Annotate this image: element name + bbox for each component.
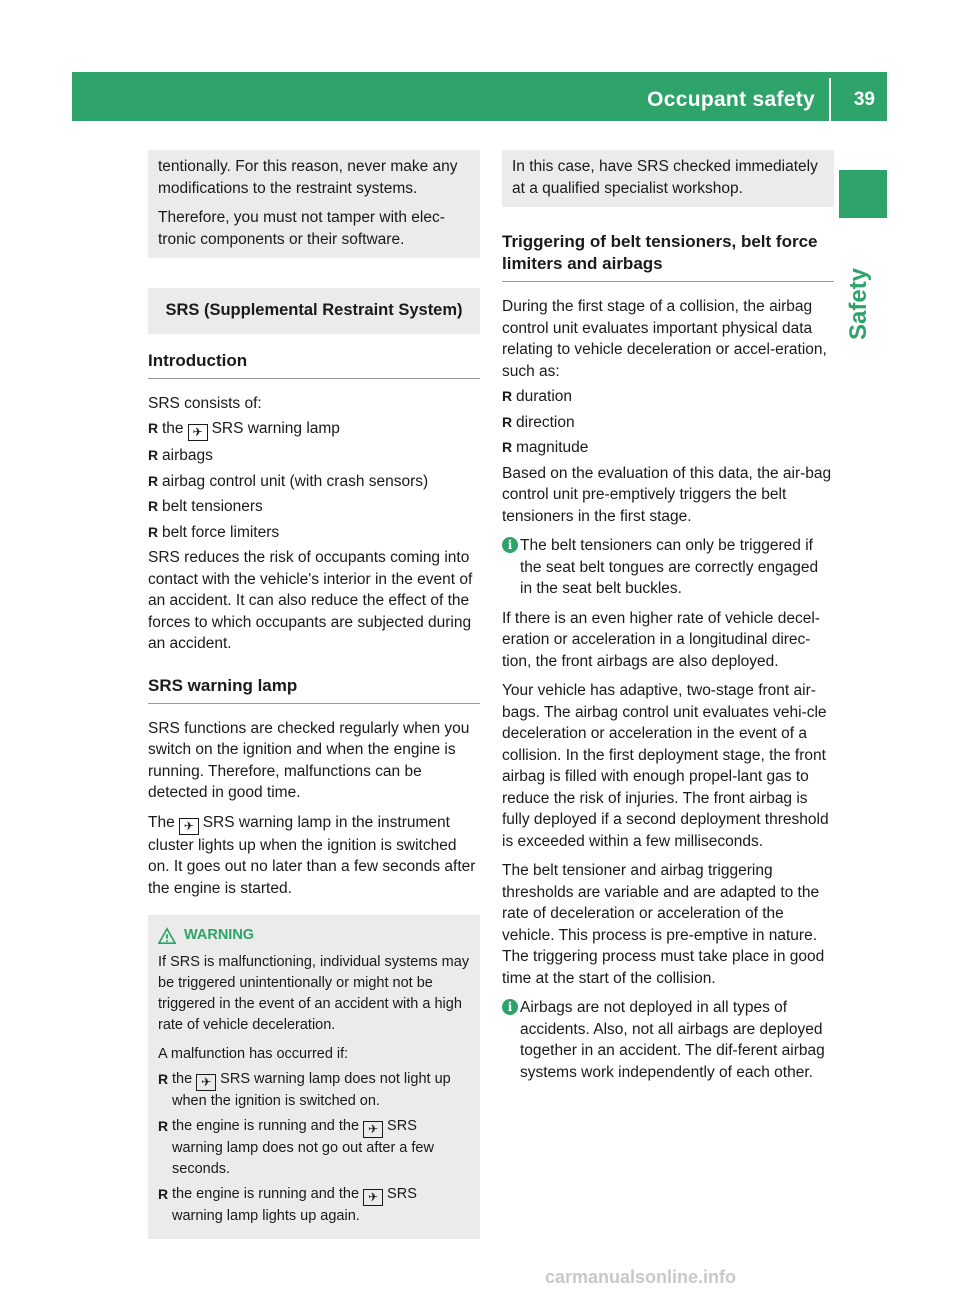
left-column: [148, 150, 480, 1239]
list-item: R airbag control unit (with crash sensors): [148, 471, 480, 493]
continued-text-box: [148, 150, 480, 258]
list-item-text: the engine is running and the: [172, 1118, 360, 1134]
triggering-paragraph-1: During the first stage of a collision, the airbag control unit evaluates important physical data relating to vehicle deceleration or accel-eration, such as:: [502, 298, 827, 380]
continued-note-box: [502, 150, 834, 207]
introduction-body: SRS reduces the risk of occupants coming into contact with the vehicle's interior in the event of an accident. It can also reduce the effect of the forces to which occupants are subjected during an accident.: [148, 549, 473, 652]
warning-paragraph-1: If SRS is malfunctioning, individual systems may be triggered unintentionally or might not be triggered in the event of an accident with a high rate of vehicle deceleration.: [158, 954, 470, 1033]
page-header: [72, 72, 887, 121]
watermark: carmanualsonline.info: [545, 1267, 737, 1287]
list-item: [158, 1069, 470, 1112]
list-item-text: the engine is running and the: [172, 1186, 360, 1202]
warning-triangle-icon: [158, 927, 176, 945]
page-number: 39: [853, 89, 875, 110]
introduction-lead: SRS consists of:: [148, 394, 262, 412]
warning-box: [148, 915, 480, 1239]
warning-paragraph-2: A malfunction has occurred if:: [158, 1046, 349, 1062]
info-note-1: [502, 535, 834, 600]
introduction-heading: Introduction: [148, 350, 480, 379]
paragraph-text: SRS warning lamp in the instrument cluster lights up when the ignition is switched on. It goes out no later than a few seconds after the engine is started.: [148, 813, 476, 897]
warning-lamp-paragraph-1: SRS functions are checked regularly when you switch on the ignition and when the engine is running. Therefore, malfunctions can be detected in good time.: [148, 719, 470, 801]
warning-lamp-paragraph-2: [148, 812, 480, 900]
list-item: R airbags: [148, 445, 480, 467]
warning-label: WARNING: [184, 927, 255, 943]
side-tab-label: Safety: [845, 267, 872, 340]
triggering-paragraph-3: If there is an even higher rate of vehicle decel-eration or acceleration in a longitudinal direc-tion, the front airbags are also deployed.: [502, 609, 820, 670]
list-item-text: the: [172, 1071, 193, 1087]
list-item: R direction: [502, 412, 834, 434]
list-item-text: SRS warning lamp does not go out after a few seconds.: [172, 1118, 434, 1177]
list-item-text: SRS warning lamp lights up again.: [172, 1186, 417, 1224]
triggering-paragraph-2: Based on the evaluation of this data, the air-bag control unit pre-emptively triggers the belt tensioners in the first stage.: [502, 464, 832, 525]
list-item: [148, 418, 480, 441]
info-icon: i: [502, 537, 518, 553]
warning-lamp-heading: SRS warning lamp: [148, 675, 480, 704]
srs-warning-lamp-icon: ✈: [196, 1074, 216, 1091]
srs-components-list: [148, 418, 480, 543]
list-item: R belt force limiters: [148, 522, 480, 544]
physical-data-list: [502, 386, 834, 459]
intro-paragraph-2: Therefore, you must not tamper with elec-tronic components or their software.: [158, 209, 445, 248]
srs-warning-lamp-icon: ✈: [363, 1189, 383, 1206]
srs-warning-lamp-icon: ✈: [179, 818, 199, 835]
warning-header: [158, 925, 470, 946]
info-note-2: [502, 997, 834, 1083]
list-item-text: SRS warning lamp: [211, 420, 340, 437]
right-column: [502, 150, 834, 1091]
info-icon: i: [502, 999, 518, 1015]
note-box-text: In this case, have SRS checked immediately at a qualified specialist workshop.: [512, 158, 818, 197]
list-item: [158, 1116, 470, 1180]
info-note-text: Airbags are not deployed in all types of accidents. Also, not all airbags are deployed together in an accident. The dif-ferent airbag systems work independently of each other.: [520, 999, 825, 1081]
list-item: R magnitude: [502, 437, 834, 459]
side-tab-marker: [839, 170, 887, 218]
paragraph-text: The: [148, 813, 175, 831]
header-separator: [829, 78, 831, 121]
list-item: [158, 1184, 470, 1227]
triggering-paragraph-5: The belt tensioner and airbag triggering thresholds are variable and are adapted to the rate of deceleration or acceleration of the vehicle. This process is pre-emptive in nature. The triggering process must take place in good time at the start of the collision.: [502, 862, 825, 987]
triggering-paragraph-4: Your vehicle has adaptive, two-stage front air-bags. The airbag control unit evaluates vehi-cle deceleration or acceleration in the event of a collision. In the first deployment stage, the front airbag is filled with enough propel-lant gas to reduce the risk of injuries. The front airbag is fully deployed if a second deployment threshold is exceeded within a few milliseconds.: [502, 682, 829, 850]
intro-paragraph-1: tentionally. For this reason, never make any modifications to the restraint systems.: [158, 158, 458, 197]
list-item: R belt tensioners: [148, 496, 480, 518]
srs-warning-lamp-icon: ✈: [363, 1121, 383, 1138]
list-item-text: SRS warning lamp does not light up when the ignition is switched on.: [172, 1071, 451, 1109]
malfunction-list: [158, 1069, 470, 1227]
list-item: R duration: [502, 386, 834, 408]
srs-warning-lamp-icon: ✈: [188, 424, 208, 441]
list-item-text: the: [162, 420, 184, 437]
triggering-heading: Triggering of belt tensioners, belt force limiters and airbags: [502, 231, 834, 282]
info-note-text: The belt tensioners can only be triggered if the seat belt tongues are correctly engaged in the seat belt buckles.: [520, 537, 819, 597]
header-title: Occupant safety: [647, 88, 815, 111]
section-title: SRS (Supplemental Restraint System): [148, 288, 480, 334]
